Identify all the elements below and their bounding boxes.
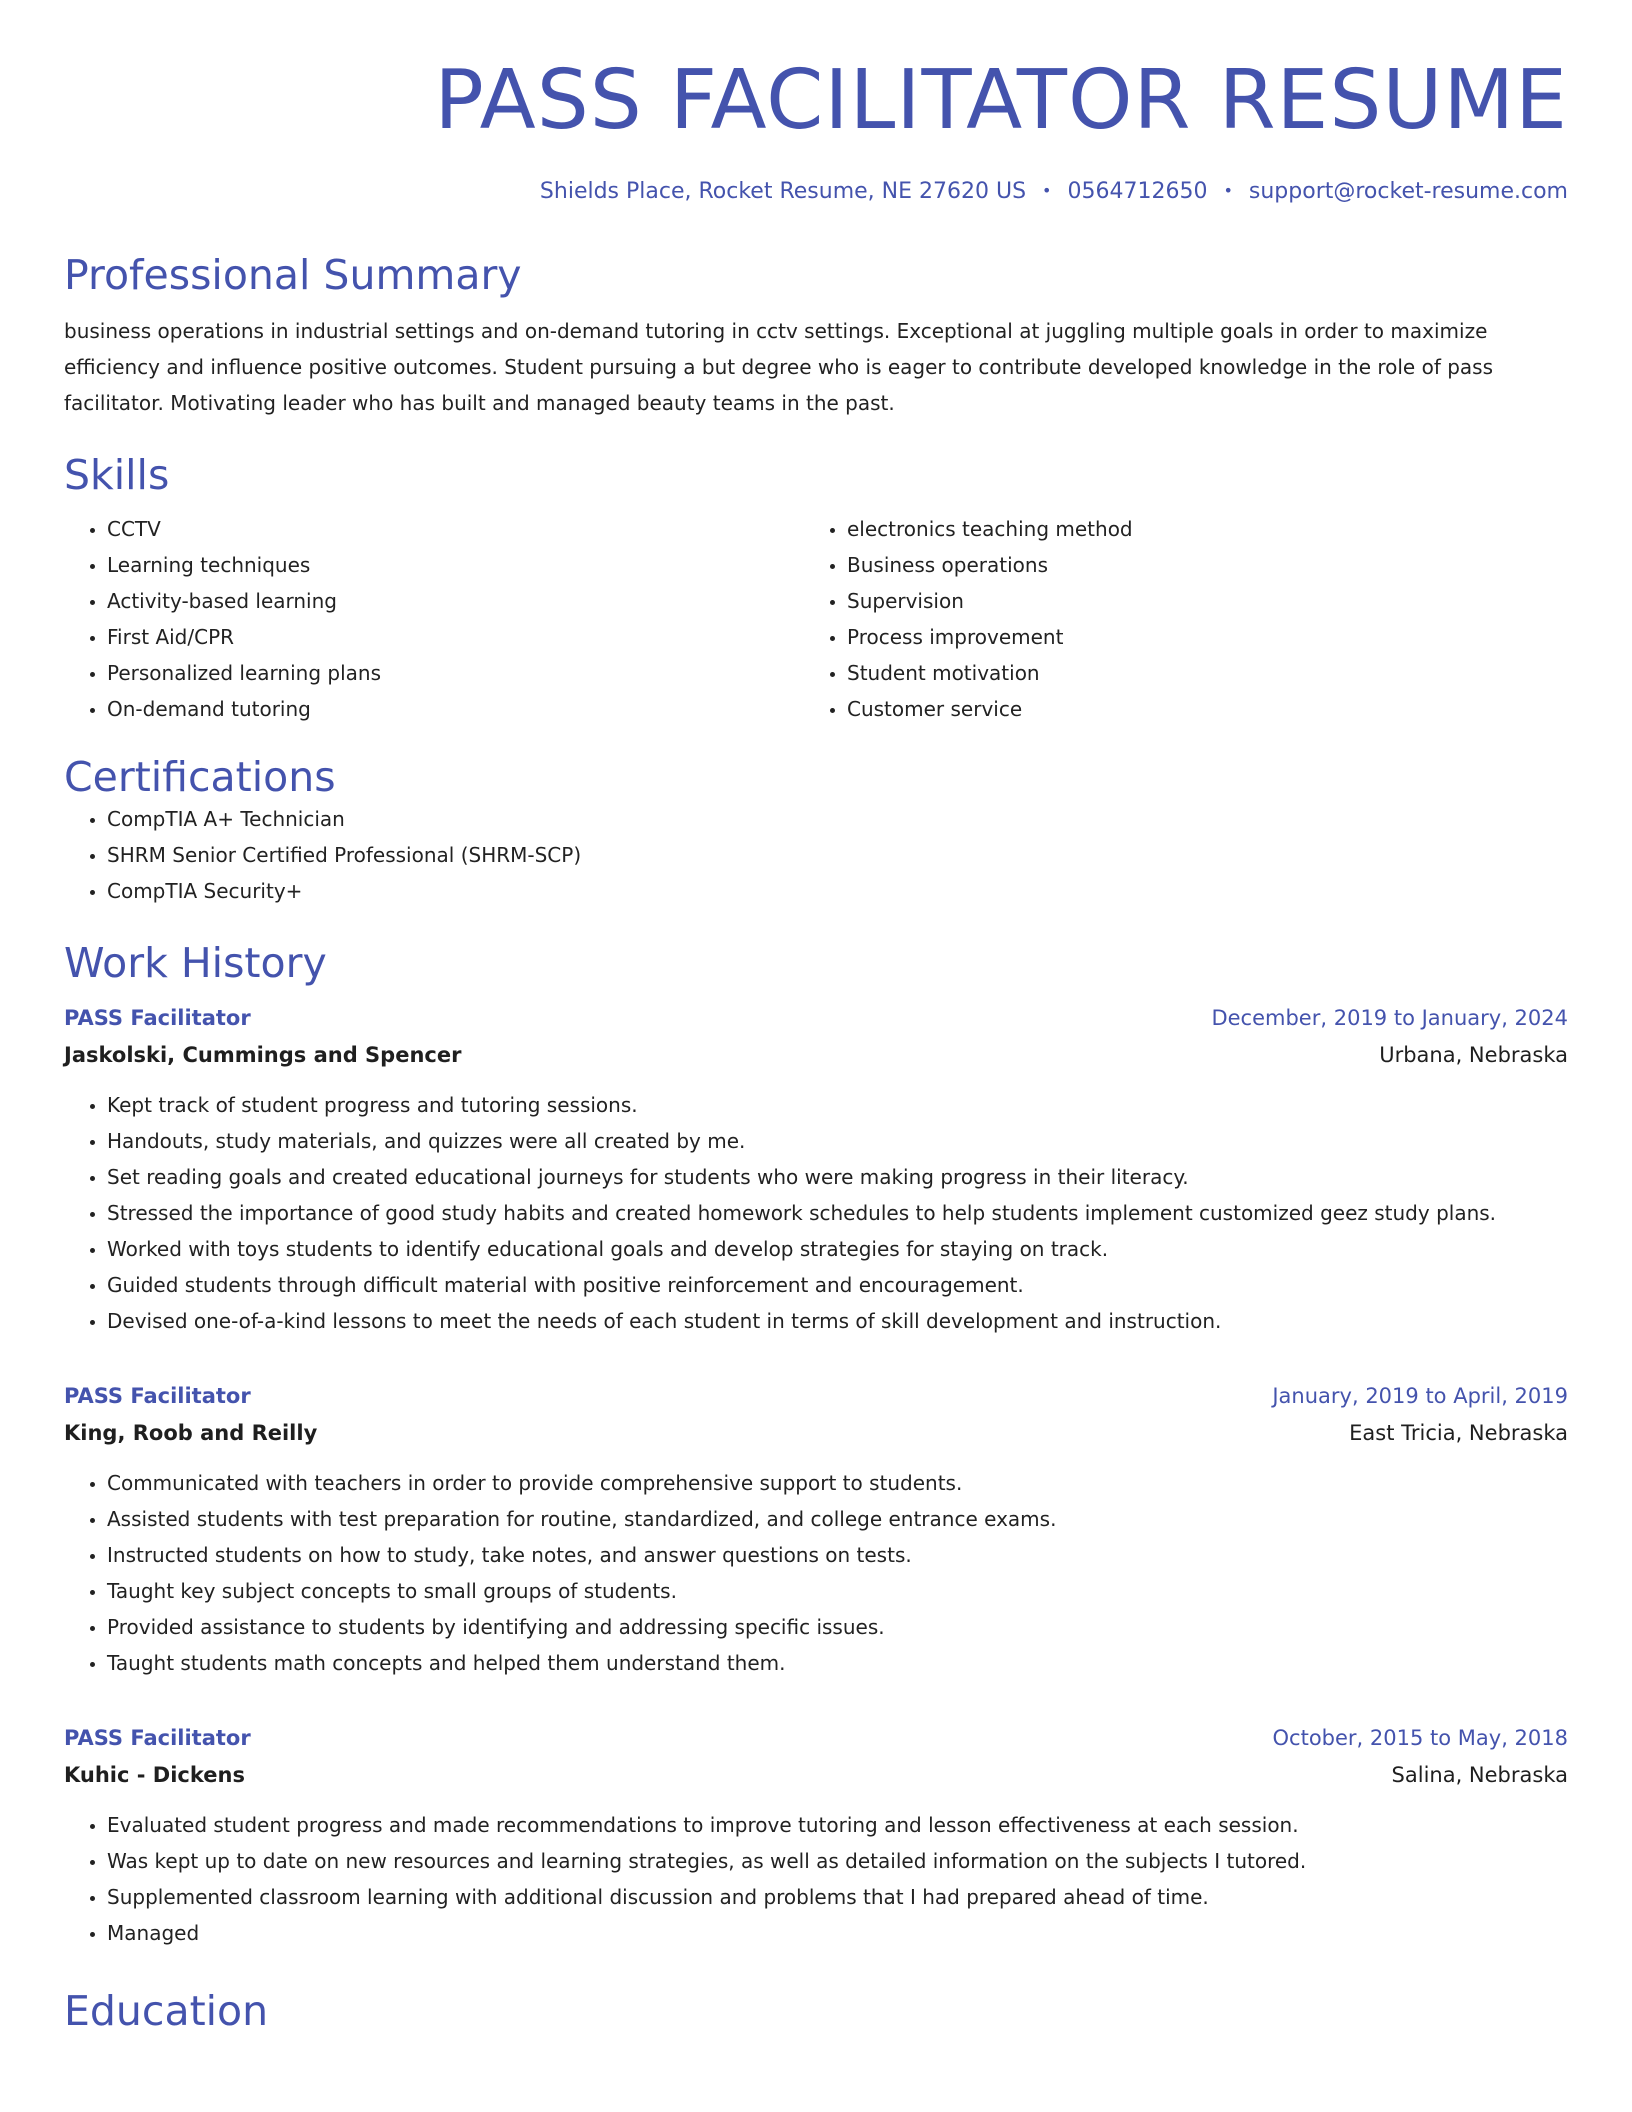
job-company-row [64, 1755, 1568, 1795]
job-header-row [64, 1001, 1568, 1035]
job-company: Jaskolski, Cummings and Spencer [64, 1043, 462, 1067]
job-location: Urbana, Nebraska [1379, 1043, 1568, 1067]
job-bullets [64, 1807, 1568, 1951]
job-location: Salina, Nebraska [1391, 1763, 1568, 1787]
job-bullet: • Guided students through difficult material with positive reinforcement and encouragement. [107, 1267, 1568, 1303]
skill-item: • Learning techniques [107, 547, 804, 583]
job-bullets [64, 1465, 1568, 1681]
skill-item: • Personalized learning plans [107, 655, 804, 691]
certification-item: • CompTIA A+ Technician [107, 801, 1568, 837]
skills-column-right [804, 511, 1544, 727]
job-title: PASS Facilitator [64, 1384, 251, 1408]
skills-grid [64, 511, 1568, 727]
certifications-heading: Certifications [64, 753, 336, 801]
job-header-row [64, 1721, 1568, 1755]
job-dates: December, 2019 to January, 2024 [1211, 1006, 1568, 1030]
job-bullet: • Assisted students with test preparation for routine, standardized, and college entrance exams. [107, 1501, 1568, 1537]
skills-list-left [64, 511, 804, 727]
job-company-row [64, 1035, 1568, 1075]
job-bullet: • Managed [107, 1915, 1568, 1951]
skill-item: • electronics teaching method [847, 511, 1544, 547]
summary-heading: Professional Summary [64, 251, 522, 299]
work-history-heading: Work History [64, 939, 327, 987]
contact-address: Shields Place, Rocket Resume, NE 27620 US [539, 179, 1027, 204]
resume-header [64, 0, 1568, 207]
job-bullet: • Supplemented classroom learning with additional discussion and problems that I had prepared ahead of time. [107, 1879, 1568, 1915]
job-header-row [64, 1379, 1568, 1413]
job-bullet: • Worked with toys students to identify educational goals and develop strategies for staying on track. [107, 1231, 1568, 1267]
skill-item: • On-demand tutoring [107, 691, 804, 727]
job-entry [64, 1001, 1568, 1339]
contact-phone: 0564712650 [1067, 179, 1208, 204]
job-company: Kuhic - Dickens [64, 1763, 245, 1787]
skill-item: • CCTV [107, 511, 804, 547]
job-entry [64, 1379, 1568, 1681]
certifications-section [64, 753, 1568, 909]
job-bullet: • Set reading goals and created educational journeys for students who were making progress in their literacy. [107, 1159, 1568, 1195]
skill-item: • Student motivation [847, 655, 1544, 691]
skills-section [64, 451, 1568, 727]
job-bullet: • Handouts, study materials, and quizzes were all created by me. [107, 1123, 1568, 1159]
contact-email[interactable]: support@rocket-resume.com [1248, 179, 1568, 204]
resume-name: PASS FACILITATOR RESUME [434, 53, 1568, 148]
skill-item: • Business operations [847, 547, 1544, 583]
job-bullet: • Devised one-of-a-kind lessons to meet the needs of each student in terms of skill development and instruction. [107, 1303, 1568, 1339]
job-company: King, Roob and Reilly [64, 1421, 318, 1445]
contact-separator: • [1042, 181, 1052, 200]
skill-item: • Activity-based learning [107, 583, 804, 619]
summary-text: business operations in industrial settings and on-demand tutoring in cctv settings. Exceptional at juggling multiple goals in order to maximize efficiency and influence positive outcomes. Student pursuing a but degree who is eager to contribute developed knowledge in the role of pass facilitator. Motivating leader who has built and managed beauty teams in the past. [64, 319, 1494, 415]
job-dates: October, 2015 to May, 2018 [1272, 1726, 1568, 1750]
contact-line [64, 176, 1568, 207]
job-bullets [64, 1087, 1568, 1339]
skills-column-left [64, 511, 804, 727]
skills-list-right [804, 511, 1544, 727]
job-bullet: • Instructed students on how to study, take notes, and answer questions on tests. [107, 1537, 1568, 1573]
job-title: PASS Facilitator [64, 1006, 251, 1030]
skill-item: • Customer service [847, 691, 1544, 727]
summary-section [64, 251, 1568, 421]
education-section [64, 1987, 1568, 2035]
job-bullet: • Provided assistance to students by identifying and addressing specific issues. [107, 1609, 1568, 1645]
education-heading: Education [64, 1987, 269, 2035]
certification-item: • SHRM Senior Certified Professional (SHRM-SCP) [107, 837, 1568, 873]
contact-separator: • [1223, 181, 1233, 200]
job-bullet: • Kept track of student progress and tutoring sessions. [107, 1087, 1568, 1123]
certifications-list [64, 801, 1568, 909]
job-bullet: • Stressed the importance of good study habits and created homework schedules to help students implement customized geez study plans. [107, 1195, 1568, 1231]
job-title: PASS Facilitator [64, 1726, 251, 1750]
job-bullet: • Was kept up to date on new resources and learning strategies, as well as detailed information on the subjects I tutored. [107, 1843, 1568, 1879]
job-bullet: • Communicated with teachers in order to provide comprehensive support to students. [107, 1465, 1568, 1501]
job-bullet: • Taught key subject concepts to small groups of students. [107, 1573, 1568, 1609]
job-company-row [64, 1413, 1568, 1453]
work-history-section [64, 939, 1568, 1951]
job-location: East Tricia, Nebraska [1349, 1421, 1568, 1445]
job-dates: January, 2019 to April, 2019 [1272, 1384, 1568, 1408]
skill-item: • Supervision [847, 583, 1544, 619]
skills-heading: Skills [64, 451, 170, 499]
skill-item: • First Aid/CPR [107, 619, 804, 655]
job-entry [64, 1721, 1568, 1951]
job-bullet: • Evaluated student progress and made recommendations to improve tutoring and lesson effectiveness at each session. [107, 1807, 1568, 1843]
skill-item: • Process improvement [847, 619, 1544, 655]
certification-item: • CompTIA Security+ [107, 873, 1568, 909]
job-bullet: • Taught students math concepts and helped them understand them. [107, 1645, 1568, 1681]
